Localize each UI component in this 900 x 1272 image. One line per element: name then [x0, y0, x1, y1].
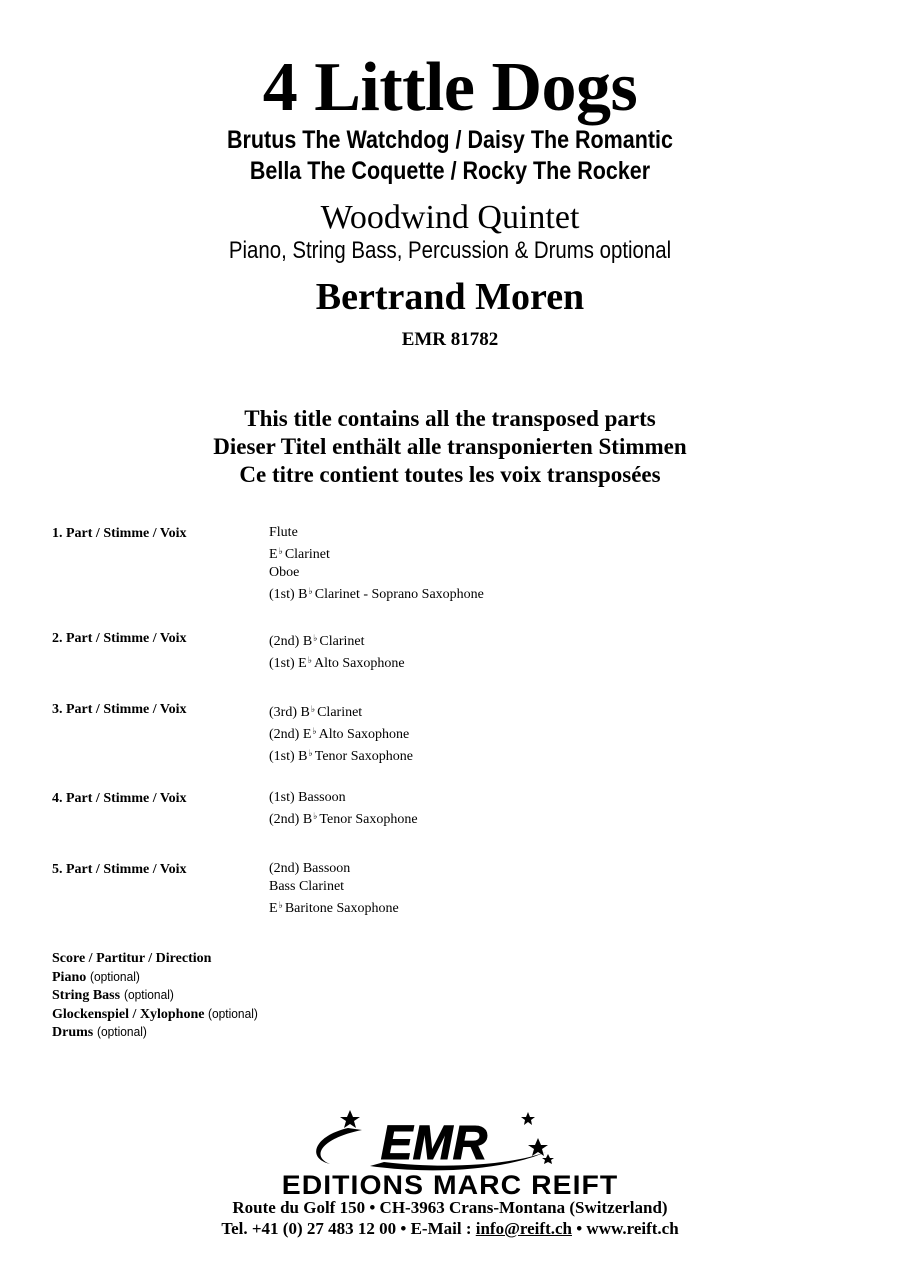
- extra-part-item: [52, 968, 262, 987]
- publisher-contact: [0, 1218, 900, 1240]
- composer: Bertrand Moren: [315, 276, 585, 318]
- extra-part-item: [52, 1005, 262, 1024]
- emr-logo: [300, 1104, 570, 1174]
- instrument-name: Alto Saxophone: [313, 656, 405, 671]
- flat-symbol: ♭: [313, 811, 318, 821]
- instrument-name: Clarinet: [319, 634, 365, 649]
- extra-part-name: Glockenspiel / Xylophone: [52, 1006, 205, 1022]
- instrument-name: Tenor Saxophone: [314, 749, 413, 764]
- instrument-key: E: [269, 547, 278, 562]
- instrument-item: [269, 524, 484, 542]
- instrument-item: [269, 651, 405, 673]
- notice-english: This title contains all the transposed parts: [244, 406, 656, 431]
- ensemble: Woodwind Quintet: [320, 199, 580, 236]
- instrument-name: Alto Saxophone: [318, 727, 410, 742]
- extra-part-note: (optional): [96, 1024, 147, 1039]
- instrument-name: Bass Clarinet: [269, 879, 345, 894]
- instrument-key: E: [269, 901, 278, 916]
- extra-part-name: Score / Partitur / Direction: [52, 951, 212, 966]
- instrument-key: B: [298, 749, 308, 764]
- part-label: 5. Part / Stimme / Voix: [52, 862, 187, 877]
- subtitle-line-2: Bella The Coquette / Rocky The Rocker: [249, 157, 651, 185]
- instrument-item: [269, 878, 399, 896]
- instrument-item: [269, 807, 418, 829]
- part-label: 3. Part / Stimme / Voix: [52, 702, 187, 717]
- instrument-key: E: [302, 727, 312, 742]
- extra-part-name: String Bass: [52, 988, 121, 1003]
- instrument-name: Clarinet - Soprano Saxophone: [314, 587, 484, 602]
- publisher-address: Route du Golf 150 • CH-3963 Crans-Montana (Switzerland): [232, 1198, 668, 1217]
- part-label: 1. Part / Stimme / Voix: [52, 526, 187, 541]
- part-instrument-list: [269, 789, 418, 829]
- instrument-name: (2nd) Bassoon: [269, 861, 351, 876]
- part-instrument-list: [269, 860, 399, 918]
- subtitle-line-1: Brutus The Watchdog / Daisy The Romantic: [227, 126, 673, 154]
- website-text: • www.reift.ch: [571, 1219, 679, 1238]
- instrument-name: (1st) Bassoon: [269, 790, 346, 805]
- extra-part-name: Piano: [52, 969, 87, 985]
- instrument-item: [269, 789, 418, 807]
- instrument-item: [269, 896, 399, 918]
- instrument-name: Oboe: [269, 565, 300, 580]
- catalog-number: EMR 81782: [401, 329, 499, 350]
- instrument-item: [269, 629, 405, 651]
- instrument-item: [269, 722, 413, 744]
- flat-symbol: ♭: [308, 586, 313, 596]
- instrument-prefix: (2nd): [269, 727, 303, 742]
- part-instrument-list: [269, 700, 413, 766]
- part-instrument-list: [269, 524, 484, 604]
- flat-symbol: ♭: [278, 900, 283, 910]
- phone-text: Tel. +41 (0) 27 483 12 00 • E-Mail :: [221, 1219, 476, 1238]
- instrument-name: Clarinet: [284, 547, 330, 562]
- instrument-name: Baritone Saxophone: [284, 901, 399, 916]
- instrument-item: [269, 700, 413, 722]
- instrument-key: B: [298, 587, 308, 602]
- flat-symbol: ♭: [312, 726, 317, 736]
- publisher-name: EDITIONS MARC REIFT: [281, 1170, 619, 1200]
- extra-part-note: (optional): [207, 1005, 258, 1021]
- instrument-prefix: (1st): [269, 656, 299, 671]
- part-instrument-list: [269, 629, 405, 673]
- flat-symbol: ♭: [308, 748, 313, 758]
- extra-part-item: [52, 950, 262, 968]
- instrument-key: E: [298, 656, 307, 671]
- instrument-prefix: (2nd): [269, 634, 303, 649]
- flat-symbol: ♭: [307, 655, 312, 665]
- logo-wordmark: EMR: [380, 1117, 488, 1170]
- instrument-name: Flute: [269, 525, 298, 540]
- flat-symbol: ♭: [310, 704, 316, 714]
- instrument-key: B: [302, 634, 313, 649]
- instrument-item: [269, 582, 484, 604]
- notice-german: Dieser Titel enthält alle transponierten Stimmen: [213, 434, 687, 459]
- instrument-key: B: [300, 705, 310, 720]
- instrument-item: [269, 564, 484, 582]
- flat-symbol: ♭: [278, 546, 283, 556]
- instrument-key: B: [302, 812, 313, 827]
- extra-part-note: (optional): [89, 968, 140, 984]
- instrument-name: Tenor Saxophone: [319, 812, 418, 827]
- instrument-name: Clarinet: [317, 705, 363, 720]
- notice-french: Ce titre contient toutes les voix transposées: [239, 462, 661, 487]
- extra-part-note: (optional): [123, 987, 174, 1002]
- extra-part-item: [52, 1023, 262, 1042]
- page-title: 4 Little Dogs: [262, 49, 638, 126]
- extra-parts-list: [52, 950, 262, 1042]
- flat-symbol: ♭: [313, 633, 318, 643]
- instrument-item: [269, 744, 413, 766]
- extra-part-item: [52, 986, 262, 1005]
- instrument-prefix: (2nd): [269, 812, 303, 827]
- optional-instruments: Piano, String Bass, Percussion & Drums optional: [228, 237, 672, 264]
- instrument-item: [269, 860, 399, 878]
- instrument-item: [269, 542, 484, 564]
- extra-part-name: Drums: [52, 1025, 94, 1040]
- email-link[interactable]: info@reift.ch: [475, 1219, 572, 1238]
- instrument-prefix: (1st): [269, 749, 299, 764]
- instrument-prefix: (1st): [269, 587, 299, 602]
- part-label: 4. Part / Stimme / Voix: [52, 791, 187, 806]
- part-label: 2. Part / Stimme / Voix: [52, 631, 187, 646]
- instrument-prefix: (3rd): [269, 705, 301, 720]
